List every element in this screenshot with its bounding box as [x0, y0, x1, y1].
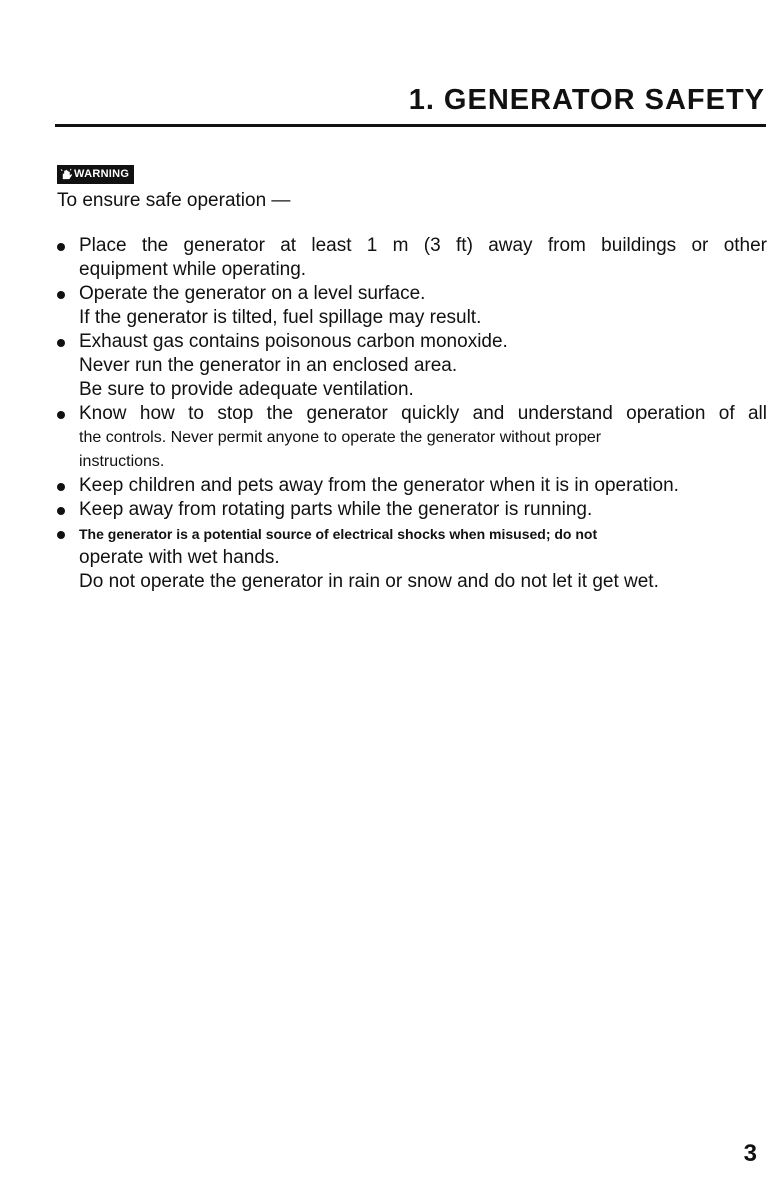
rule-line: Do not operate the generator in rain or snow and do not let it get wet.	[79, 571, 659, 592]
safety-rule-children-pets	[57, 474, 767, 498]
rule-line: Place the generator at least 1 m (3 ft) away from buildings or other	[79, 235, 767, 256]
page-number: 3	[743, 1140, 757, 1167]
rule-line: If the generator is tilted, fuel spillage may result.	[79, 307, 482, 328]
bullet-dot	[57, 339, 65, 347]
title-divider	[55, 124, 766, 127]
bullet-dot	[57, 243, 65, 251]
rule-line: Never run the generator in an enclosed area.	[79, 355, 458, 376]
rule-line: Operate the generator on a level surface.	[79, 283, 426, 304]
rule-line: Know how to stop the generator quickly and understand operation of all	[79, 403, 767, 424]
hand-warning-icon	[60, 168, 73, 181]
rule-line: Be sure to provide adequate ventilation.	[79, 379, 414, 400]
rule-line: Exhaust gas contains poisonous carbon monoxide.	[79, 331, 508, 352]
bullet-dot	[57, 411, 65, 419]
bullet-dot	[57, 507, 65, 515]
safety-rule-controls	[57, 402, 767, 474]
safety-rule-electrical-shock	[57, 522, 767, 594]
bullet-dot	[57, 483, 65, 491]
rule-line: equipment while operating.	[79, 259, 307, 280]
rule-line: The generator is a potential source of electrical shocks when misused; do not	[79, 526, 598, 542]
rule-line: operate with wet hands.	[79, 547, 280, 568]
rule-line: Keep away from rotating parts while the generator is running.	[79, 499, 593, 520]
safety-rule-rotating-parts	[57, 498, 767, 522]
warning-label: WARNING	[74, 168, 130, 180]
bullet-dot	[57, 291, 65, 299]
safety-rules-list	[57, 234, 767, 594]
rule-line: Keep children and pets away from the generator when it is in operation.	[79, 475, 679, 496]
intro-text: To ensure safe operation —	[57, 190, 291, 211]
rule-line: the controls. Never permit anyone to operate the generator without proper	[79, 429, 602, 446]
rule-line: instructions.	[79, 453, 165, 470]
page-title: 1. GENERATOR SAFETY	[408, 84, 765, 116]
warning-badge	[57, 165, 134, 184]
bullet-dot	[57, 531, 65, 539]
safety-rule-level-surface	[57, 282, 767, 330]
safety-rule-placement	[57, 234, 767, 282]
safety-rule-exhaust	[57, 330, 767, 402]
